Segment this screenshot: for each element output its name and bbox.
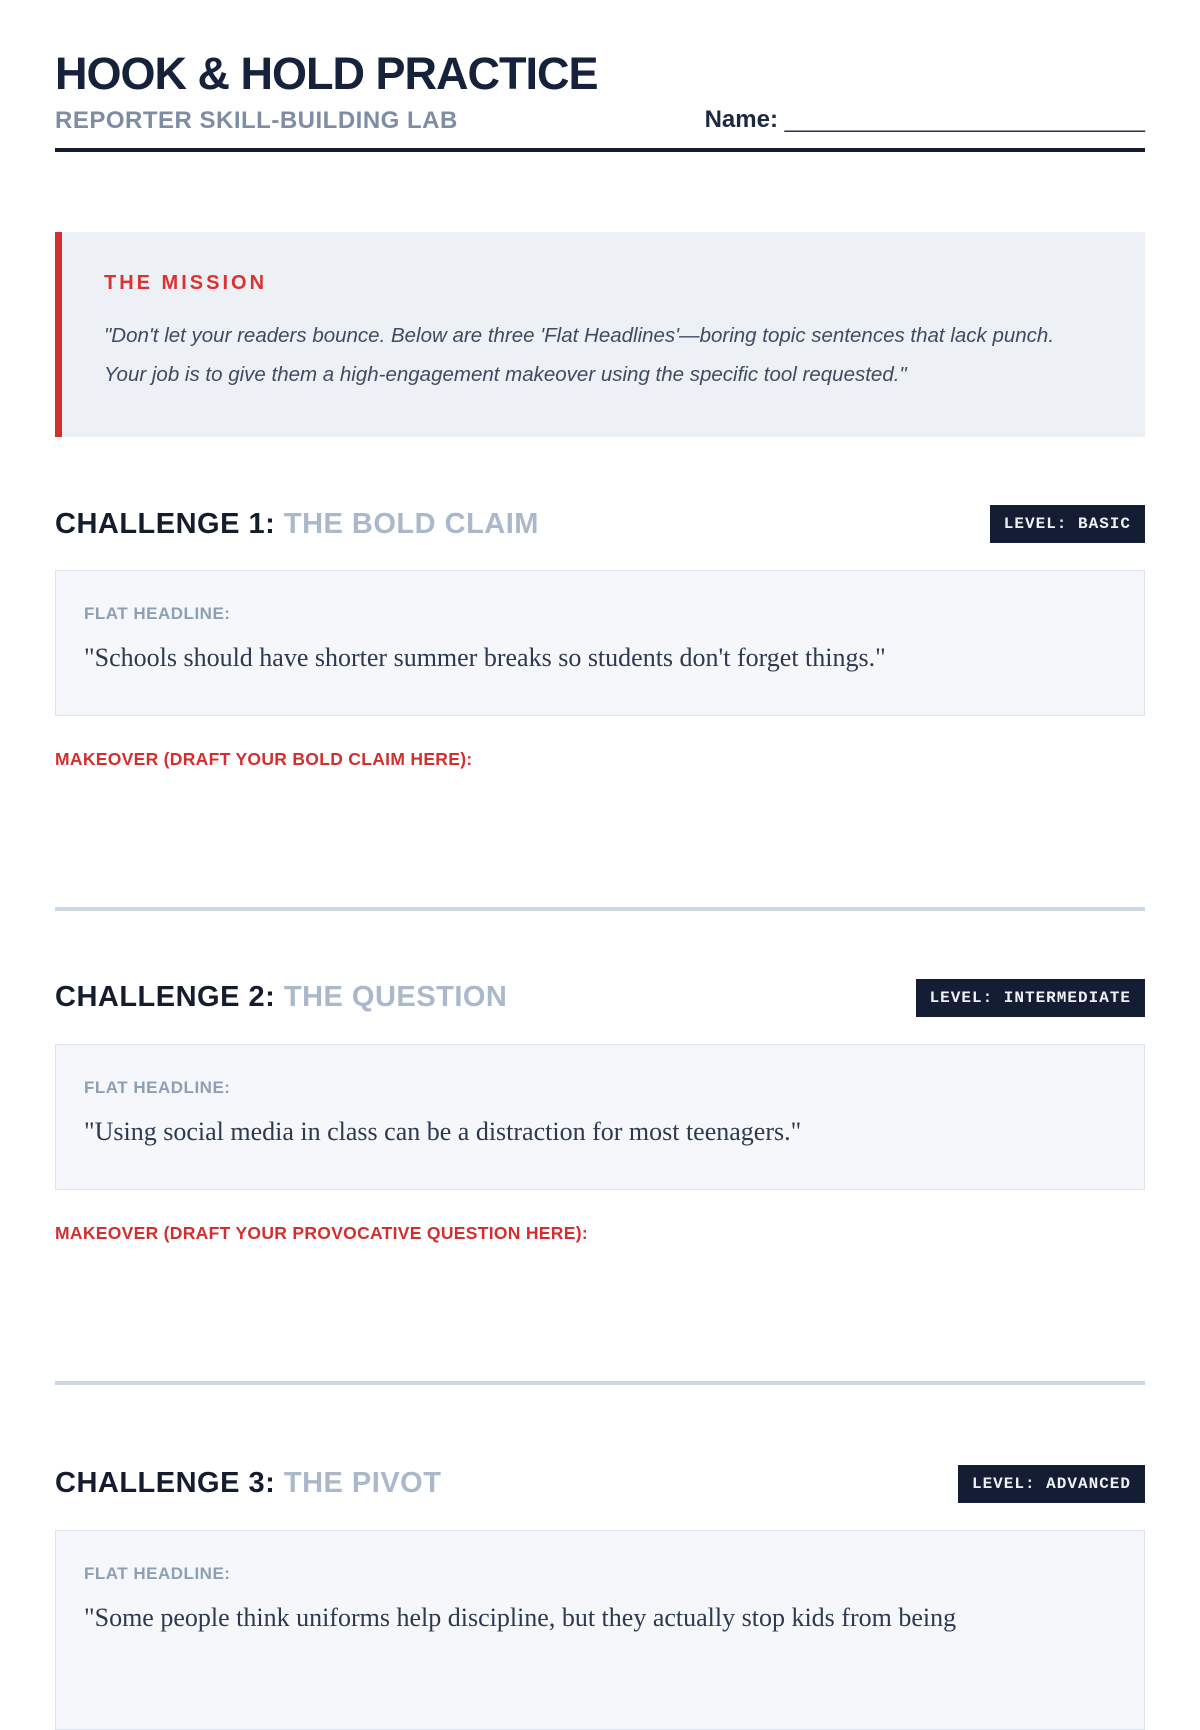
masthead [55,50,598,135]
challenge-2-section [55,979,1145,1385]
challenge-1-writing-area[interactable] [55,770,1145,907]
section-divider [55,1381,1145,1385]
challenge-1-header [55,505,1145,543]
challenge-2-writing-area[interactable] [55,1244,1145,1381]
header-divider [55,148,1145,152]
section-divider [55,907,1145,911]
name-field [705,106,1145,135]
flat-headline-text: "Schools should have shorter summer breaks so students don't forget things." [84,643,886,673]
challenge-3-title [55,1467,441,1500]
challenge-2-level-badge: LEVEL: INTERMEDIATE [916,979,1145,1017]
mission-callout [55,232,1145,437]
page-title: HOOK & HOLD PRACTICE [55,48,598,99]
challenge-2-header [55,979,1145,1017]
challenge-1-makeover-label: MAKEOVER (DRAFT YOUR BOLD CLAIM HERE): [55,748,473,769]
challenge-2-flat-headline-box [55,1044,1145,1190]
challenge-3-flat-headline-box [55,1530,1145,1730]
challenge-2-makeover-label: MAKEOVER (DRAFT YOUR PROVOCATIVE QUESTION HERE): [55,1222,588,1243]
flat-headline-label: FLAT HEADLINE: [84,1563,231,1583]
name-blank-line[interactable]: ___________________________ [784,106,1145,134]
challenge-3-technique: THE PIVOT [283,1467,442,1499]
challenge-1-number: CHALLENGE 1: [55,507,276,540]
challenge-1-flat-headline-box [55,570,1145,716]
mission-body: "Don't let your readers bounce. Below are three 'Flat Headlines'—boring topic sentences that lack punch. Your job is to give them a high-engagement makeover using the specific tool requested." [104,324,1055,387]
page-subtitle: REPORTER SKILL-BUILDING LAB [55,107,458,135]
challenge-1-title [55,508,539,541]
header [55,50,1145,135]
challenge-2-number: CHALLENGE 2: [55,981,276,1014]
name-label: Name: [704,106,778,134]
mission-heading: THE MISSION [104,272,268,295]
challenge-1-technique: THE BOLD CLAIM [283,507,539,540]
challenge-3-level-badge: LEVEL: ADVANCED [958,1465,1145,1503]
challenge-2-title [55,981,507,1014]
challenge-1-section [55,505,1145,911]
flat-headline-text: "Some people think uniforms help discipline, but they actually stop kids from being [84,1602,957,1632]
challenge-3-section [55,1465,1145,1730]
challenge-1-level-badge: LEVEL: BASIC [990,505,1145,543]
challenge-2-technique: THE QUESTION [283,981,508,1014]
challenge-3-number: CHALLENGE 3: [55,1467,276,1499]
flat-headline-text: "Using social media in class can be a distraction for most teenagers." [84,1116,802,1146]
flat-headline-label: FLAT HEADLINE: [84,1077,231,1097]
challenge-3-header [55,1465,1145,1503]
flat-headline-label: FLAT HEADLINE: [84,604,231,624]
